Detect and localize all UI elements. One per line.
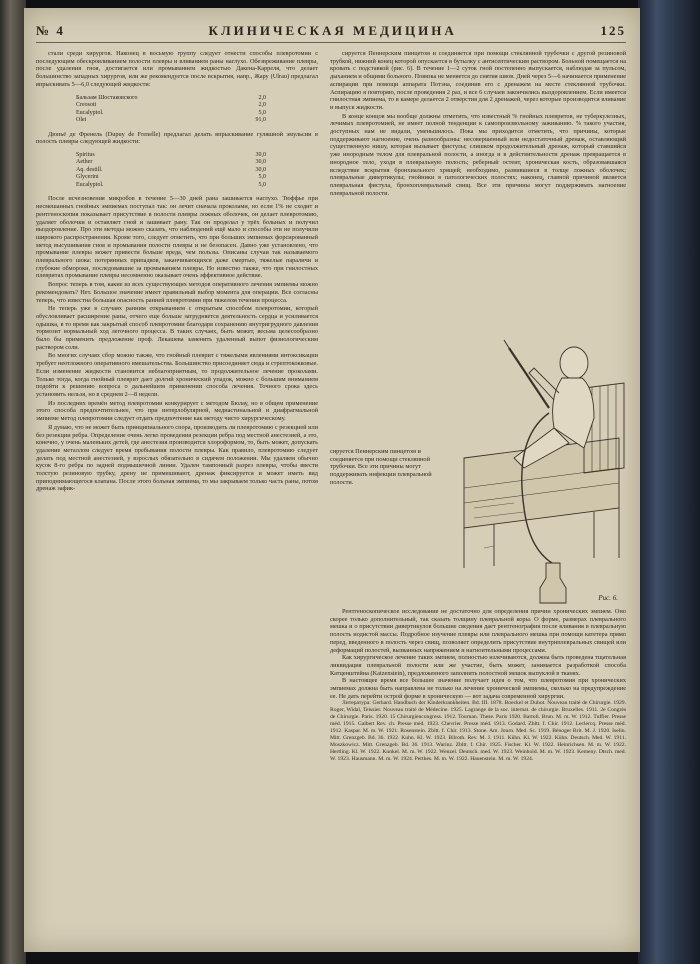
patient-drainage-illustration [454, 308, 626, 606]
journal-page [24, 8, 640, 952]
recipe-row: Eucalyptol. 5,0 [76, 109, 266, 116]
recipe-row: Aether 30,0 [76, 159, 266, 166]
paragraph: стали среди хирургов. Наконец в восьмую группу следует отнести способы плевротомии с последующим обескровливанием полости плевры и вливанием раны наглухо. Обезвреживание плевры, после удаления гноя, достигается или промыванием жидкостью Дакена-Карреля, что делает большинство западных хирургов, или же рекомендуется после вскрытия, напр., Жару (Ulrau) предлагал впрыскивать 5—6,0 следующей жидкости: [36, 50, 318, 88]
recipe-row: Spiritus 30,0 [76, 151, 266, 158]
paragraph: сируется Пеннерским пинцетом и соединяется при помощи стеклянной трубочки с другой резиновой трубкой, нижний конец которой опускается в бутылку с антисептическим раствором. Больной помещается на кровать с подставкой (рис. 6). В течение 1—2 суток гной постепенно выпускается, наблюдая за пульсом, дыханием и общими больного. Повязка не меняется до снятия швов. Дней через 5—6 начинается применение аспирации при помощи аппарата Потэна, соединив его с дренажем на месте стеклянной трубочки. Аспирацию я повторяю, после проведения 2 раз, и все 6 случаев закончились выздоровлением. Если имеется гнилостная эмпиема, то в камере делается 2 отверстия для 2 дренажей, через которые производится вливание и выпуск жидкости. [330, 50, 626, 111]
figure-side-text: сируется Пеннерским пинцетом и соединяется при помощи стеклянной трубочки. Все эти причины могут поддерживать инфекции плевральной полости. [330, 448, 432, 486]
paragraph: В конце концов мы вообще должны отметить, что известный % гнойных плевритов, не туберкулезных, лечимых плевротомией, не имеет полной тенденции к самопроизвольному заживанию. % такого участия, доступных нам не видали, уменьшилось. Пока мы приходится отметить, что причины, которые поддерживают нагноение, очень разнообразны: несовершенный или недостаточный дренаж, оставляющий существенную нишу, которая вызывает фистулы; слишком продолжительный дренаж, который ставшийся уже инородным телом для плевральной полости, а иногда и в действительности дренаж превращается в инородное тело, уходя в плевральную полость; реберный остеит, хроническая кость, образовавшаяся вследствие вскрытия бронхиального хрящей; необходимо, развившиеся в толще ложных оболочек; плевральные дивертикулы; гнойники в патологических полостях; наконец, главной причиной является плевральная фистула, бронхоплевральный свищ. Все эти причины могут поддерживать нагноение плевральной полости. [330, 112, 626, 197]
paragraph: Из последних времён метод плевротомии конкурирует с методом Бюлау, но в общем применение этого способа предпочтительнее, что при интерлобулярной, медиастинальной и диафрагмальной эмпиеме метод плевротомии следует отдать предпочтение как методу чисто хирургическому. [36, 399, 318, 423]
book-binding-right [638, 0, 700, 964]
recipe-row: Бальзам Шостаковского 2,0 [76, 94, 266, 101]
paragraph: Я думаю, что не может быть принципиального спора, производить ли плевротомию с резекцией или без резекции ребра. Определение очень легко проведения резекции ребра под местной анестезией, а это, конечно, у очень маленьких детей, где анестезия производится хлороформом, то, быть может, допускать удаление металлом следует время пребывания полости плевры. Как правило, плевротомию следует делать под местной анестезией, у взрослых обязательно в сидячем положении. Мы удаляем обычно кусок 8-го ребра по задней подмышечной линии. Удален тампонный разрез плевры, чтобы ввести толстую резиновую трубку, дрену не примешивают, дренаж фиксируется и может иметь вид приподнимающегося клапана. После этого больная эмпиема, то мы закрываем только часть раны, потом дренаж зафик- [36, 423, 318, 493]
recipe-row: Aq. destill. 30,0 [76, 166, 266, 173]
right-column-top [330, 50, 626, 197]
recipe-row: Eucalyptol. 5,0 [76, 181, 266, 188]
paragraph: Не теперь уже в случаях ранним открыванием с открытым способом плевротомии, который обусловливает расширение раны, отчего еще больше затрудняется деятельность сердца и усиливается одышка, в то время как закрытый способ плевротомии благодаря сохранению внутригрудного давления тормозит нормальный ход легочного процесса. В таких случаях, быть может, весьма целесообразно было бы применить предложение проф. Лекашева заменить удаленный выпот физиологическим раствором соли. [36, 305, 318, 351]
recipe-row: Olei 91,0 [76, 117, 266, 124]
paragraph: В настоящее время все большее значение получает идея о том, что плевротомия при хронических эмпиемах должна быть направлена не только на лечение хронической эмпиемы, сколько на предупреждение ее. Не дать перейти острой форме в хроническую — вот задача современной хирургии. [330, 677, 626, 700]
figure-illustration [454, 308, 626, 606]
paragraph: Во многих случаях сбор можно также, что гнойный плеврит с тяжелыми явлениями интоксикации требует неотложного оперативного вмешательства. Большинство присоединяет сюда и стрептококковые. Если изменение жидкости становится неблагоприятным, то продолжительное лечение проколами. Только тогда, когда гнойный плеврит дает долгий хронический упадок, можно с большим вниманием подойти к решению вопроса о дальнейшем применении способа лечения. Точного срока здесь установить нельзя, но в среднем 2—8 недели. [36, 352, 318, 398]
issue-number: № 4 [36, 23, 65, 38]
figure-caption: Рис. 6. [598, 594, 618, 602]
paragraph: Вопрос теперь в том, какие из всех существующих методов оперативного лечения эмпиемы можно рекомендовать? Нет. Большое значение имеет правильный выбор момента для операции. Все согласны теперь, что известна большая опасность ранней плевротомии при тяжелом течении процесса. [36, 281, 318, 304]
recipe-row: Glycerini 5,0 [76, 174, 266, 181]
paragraph: Рентгеноскопическое исследование не достаточно для определения причин хронических эмпием. Оно скорее только дополнительный, так сказать толщину плевральной коры. О форме, размерах плеврального мешка и о присутствии дивертикулов большие сведения дает рентгенография после вливания в плевральную полость иодистой массы. Подробное изучение плевры или плеврального мешка при помощи катетера прямо перед, введенного в полость через свищ, позволяет определить присутствие внутриплевральных свищей или деформаций полостей, вызванных напряжением и нагноительными процессами. [330, 608, 626, 654]
page-number: 125 [600, 23, 626, 38]
paragraph: Как хирургическое лечение таких эмпием, полностью излечиваются, должна быть проведена тщательная ликвидация плевральной полости или же участие, быть может, занимается разработкой способа Катценштейна (Katzenstein), предложенного заполнить полостной мешок выпуклой в тканях. [330, 654, 626, 677]
literature-references: Литература: Gerhard. Handbuch der Kinderkrankheiten. Bd. III. 1878. Boeckel et Duhot. Nouveau traité de Chirurgie. 1929. Roger, Widal, Teissier. Nouveau traité de Médecine. 1925. Lagrange de la soc. internat. de chirurgie. Bruxelles. 1911. 2e Congrès de Chirurgie. Paris. 1920. 15 Chirurgiencongress. 1912. Tournan. These. Paris 1920. Bartoli. Brun. M. m. W. 1912. Tuffier. Presse méd. 1915. Galbert Rev. ch. Presse méd. 1923. Chevrier. Presse méd. 1913. Godard. Zbltt. f. Chir. 1912. Leclercq. Presse méd. 1912. Kaspar. M. m. W. 1921. Rosenstein. Zbltt. f. Chir. 1913. Stone. Am. Journ. Med. Sc. 1919. Bénoger Brit. M. J. 1920. Iselin. Mitt. Grenzgeb. Bd. 36. 1922. Kuhn. Kl. W. 1923. Bilroth. Rev. M. J. 1911. Kühn. Kl. W. 1922. Kühn. Deutsch. Med. W. 1911. Moszkowicz. Mitt. Grenzgeb. Bd. 36. 1913. Warinz. Zbltt. f. Chir. 1925. Fischer. Kl. W. 1922. Heinrichsen. M. m. W. 1922. Hertling. Kl. W. 1922. Kunkel. M. m. W. 1922. Wenzel. Deutsch. med. W. 1923. Weinhold. M. m. W. 1923. Kemeny. Dtsch. med. W. 1923. Hausmann. M. m. W. 1924. Perthes. M. m. W. 1922. Hauenstein. M. m. W. 1924. [330, 700, 626, 763]
left-column [36, 50, 318, 493]
paragraph: Дюньё де Френель (Dupuy de Frenelle) предлагал делать впрыскивание гуляшной эмульсии в полость плевры следующей жидкости: [36, 130, 318, 146]
recipe-list-1 [76, 95, 266, 125]
journal-title: КЛИНИЧЕСКАЯ МЕДИЦИНА [208, 23, 457, 38]
recipe-list-2 [76, 152, 266, 190]
recipe-row: Creosoti 2,0 [76, 102, 266, 109]
paragraph: После исчезновения микробов в течение 5—30 дней рана зашивается наглухо. Тюффье при несмешанных гнойных эмпиемах поступал так: он лечит сначала проколами, но если 1% не сходит и рентгеноскопия показывает присутствие в полости плевры ложных оболочек, он делает плевротомию, удаляет оболочки и оставляет гной и зашивает рану. Так он проделал у трёх больных и получил выздоровление. Про эти методы можно сказать, что наблюдений ещё мало и способы эти не получили широкого распространения. Кроме того, следует отметить, что при больших эмпиемах форсированный метод высушивания гноя и промывания полости плевры и не безопасен. Давно уже установлено, что промывание плевры может привести больше вреда, чем пользы. Описаны случаи так называемого плеврального шока: потерянных припадков, заканчивающихся даже смертью, тяжелые параличи и глубокие обмороки, последовавшие за промыванием плевры. Но известно также, что при гнилостных плевритах промывание плевры несомненно оказывает очень эффективное действие. [36, 195, 318, 280]
book-spine-left [0, 0, 26, 964]
right-column-bottom [330, 608, 626, 763]
page-header [36, 20, 626, 43]
